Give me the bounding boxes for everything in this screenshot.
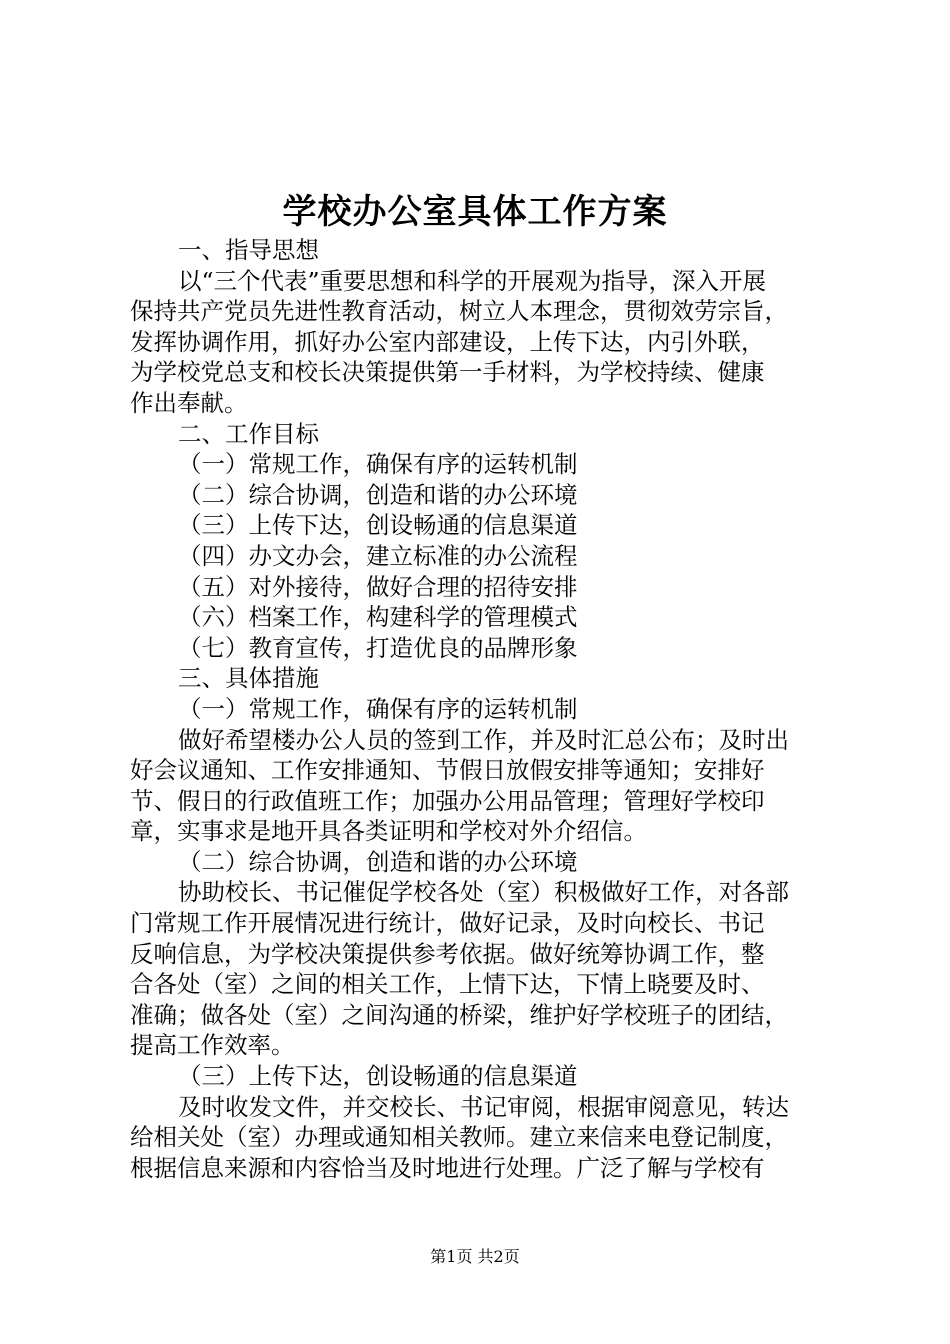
- text-line: 协助校长、书记催促学校各处（室）积极做好工作，对各部: [178, 878, 789, 907]
- text-line: （五）对外接待，做好合理的招待安排: [178, 572, 578, 601]
- text-line: 二、工作目标: [178, 419, 319, 448]
- text-line: 做好希望楼办公人员的签到工作，并及时汇总公布；及时出: [178, 725, 789, 754]
- text-line: 作出奉献。: [130, 388, 248, 417]
- text-line: （二）综合协调，创造和谐的办公环境: [178, 847, 578, 876]
- text-line: 门常规工作开展情况进行统计，做好记录，及时向校长、书记: [130, 909, 765, 938]
- text-line: （二）综合协调，创造和谐的办公环境: [178, 480, 578, 509]
- text-line: 根据信息来源和内容恰当及时地进行处理。广泛了解与学校有: [130, 1153, 765, 1182]
- text-line: 准确；做各处（室）之间沟通的桥梁，维护好学校班子的团结，: [130, 1000, 788, 1029]
- text-line: （三）上传下达，创设畅通的信息渠道: [178, 511, 578, 540]
- text-line: （一）常规工作，确保有序的运转机制: [178, 694, 578, 723]
- text-line: 提高工作效率。: [130, 1031, 295, 1060]
- document-title: 学校办公室具体工作方案: [282, 192, 668, 232]
- text-line: （四）办文办会，建立标准的办公流程: [178, 541, 578, 570]
- text-line: 以“三个代表”重要思想和科学的开展观为指导，深入开展: [178, 266, 767, 295]
- text-line: 及时收发文件，并交校长、书记审阅，根据审阅意见，转达: [178, 1092, 789, 1121]
- text-line: （一）常规工作，确保有序的运转机制: [178, 450, 578, 479]
- text-line: 合各处（室）之间的相关工作，上情下达，下情上晓要及时、: [130, 970, 765, 999]
- text-line: （六）档案工作，构建科学的管理模式: [178, 603, 578, 632]
- text-line: （七）教育宣传，打造优良的品牌形象: [178, 633, 578, 662]
- text-line: 发挥协调作用，抓好办公室内部建设，上传下达，内引外联，: [130, 327, 765, 356]
- text-line: 反响信息，为学校决策提供参考依据。做好统筹协调工作，整: [130, 939, 765, 968]
- text-line: 一、指导思想: [178, 236, 319, 264]
- text-line: （三）上传下达，创设畅通的信息渠道: [178, 1062, 578, 1091]
- text-line: 好会议通知、工作安排通知、节假日放假安排等通知；安排好: [130, 756, 765, 785]
- document-body: [130, 235, 835, 1183]
- text-line: 保持共产党员先进性教育活动，树立人本理念，贯彻效劳宗旨，: [130, 297, 788, 326]
- text-line: 章，实事求是地开具各类证明和学校对外介绍信。: [130, 817, 647, 846]
- text-line: 为学校党总支和校长决策提供第一手材料，为学校持续、健康: [130, 358, 765, 387]
- text-line: 节、假日的行政值班工作；加强办公用品管理；管理好学校印: [130, 786, 765, 815]
- page-footer: 第1页 共2页: [430, 1247, 520, 1266]
- text-line: 给相关处（室）办理或通知相关教师。建立来信来电登记制度，: [130, 1123, 788, 1152]
- text-line: 三、具体措施: [178, 664, 319, 693]
